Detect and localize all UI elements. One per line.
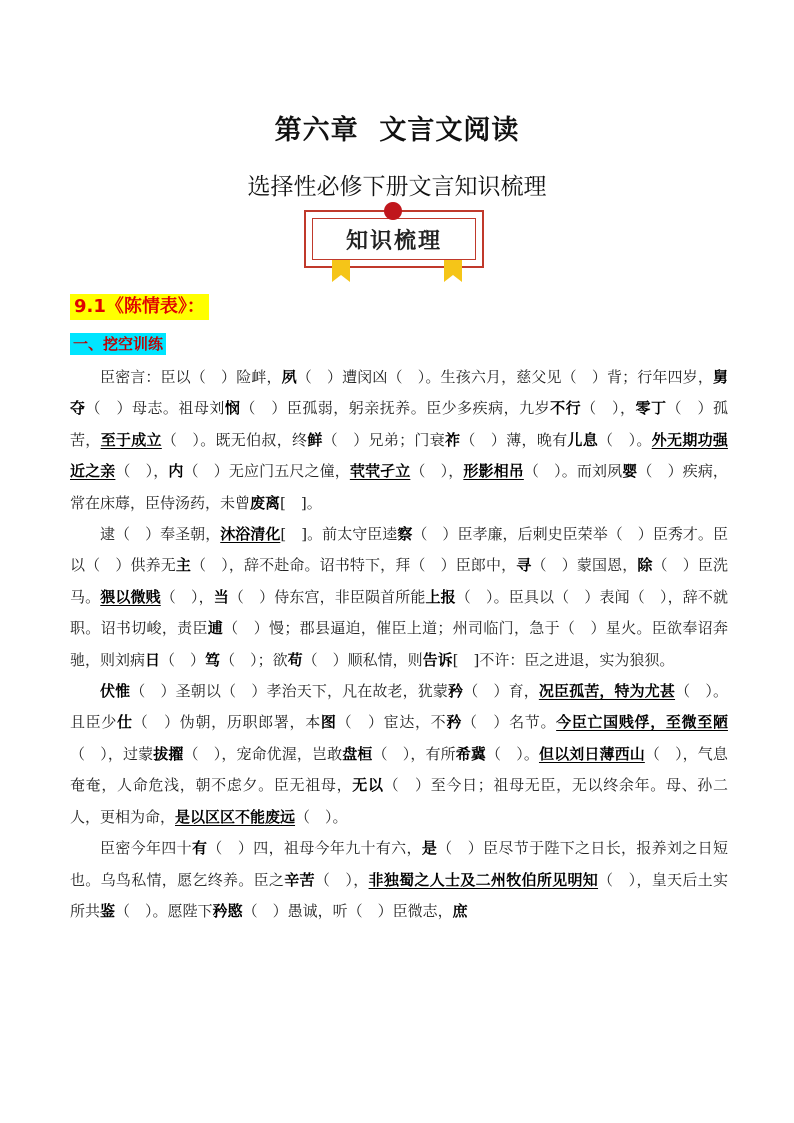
section-title: 9.1《陈情表》：	[70, 294, 209, 320]
passage-text: （ ），皇天后土实所共	[70, 870, 728, 920]
badge-inner-frame	[312, 218, 476, 260]
keyword-text: 至于成立	[100, 430, 162, 449]
passage-text: （ ）臣孤弱，躬亲抚养。臣少多疾病，九岁	[240, 399, 551, 418]
ribbon-right-icon	[444, 260, 462, 282]
passage-paragraph	[70, 676, 728, 833]
keyword-text: 鉴	[100, 901, 116, 920]
document-subtitle: 选择性必修下册文言知识梳理	[247, 174, 547, 200]
keyword-text: 图	[320, 713, 337, 732]
passage-text: （ ）孤苦，	[70, 399, 728, 449]
passage-text: 臣密言：臣以（ ）险衅，	[100, 368, 282, 386]
keyword-text: 夙	[281, 368, 297, 386]
passage-text: （ ），	[410, 462, 464, 481]
passage-text: （ ）侍东宫，非臣陨首所能	[228, 587, 426, 606]
keyword-text: 茕茕孑立	[349, 462, 411, 481]
keyword-text: 悯	[224, 399, 241, 418]
passage-text: （ ），过蒙	[70, 744, 154, 763]
keyword-text: 废离	[250, 493, 281, 512]
passage-text: （ ），气息奄奄，人命危浅，朝不虑夕。臣无祖母，	[70, 744, 728, 795]
keyword-text: 仕	[117, 713, 133, 732]
passage-paragraph	[70, 362, 728, 519]
passage-text: （ ）名节。	[462, 713, 557, 732]
keyword-text: 无以	[352, 776, 384, 795]
passage-text: （ ）；欲	[220, 650, 288, 669]
keyword-text: 形影相吊	[463, 462, 524, 481]
keyword-text: 非独蜀之人士及二州牧伯所见明知	[368, 870, 599, 889]
passage-text: （ ）伪朝，历职郎署，本	[132, 713, 321, 732]
passage-text: [ ]不许：臣之进退，实为狼狈。	[452, 650, 675, 669]
passage-text: （ ）育，	[463, 682, 539, 701]
passage-text: （ ）遭闵凶（ ）。生孩六月，慈父见（ ）背；行年四岁，	[296, 368, 713, 386]
keyword-text: 是	[421, 839, 438, 858]
keyword-text: 笃	[205, 650, 221, 669]
passage-text: （ ）慢；郡县逼迫，催臣上道；州司临门，急于（ ）星火。臣欲奉诏奔驰，则刘病	[70, 619, 728, 669]
passage-text: （ ）圣朝以（ ）孝治天下，凡在故老，犹蒙	[130, 682, 449, 701]
passage-text: （ ）顺私情，则	[302, 650, 423, 669]
passage-text: （ ）四，祖母今年九十有六，	[207, 839, 422, 858]
passage-text: [ ]。前太守臣逵	[280, 525, 398, 544]
keyword-text: 当	[213, 587, 229, 606]
passage-text: （ ），辞不赴命。诏书特下，拜（ ）臣郎中，	[191, 556, 517, 575]
keyword-text: 不行	[550, 399, 582, 418]
red-dot-icon	[384, 202, 402, 220]
keyword-text: 况臣孤苦，特为尤甚	[538, 682, 676, 701]
passage-text: （ ）。	[598, 430, 652, 449]
keyword-text: 祚	[445, 430, 461, 449]
passage-text: （ ）无应门五尺之僮，	[183, 462, 350, 481]
keyword-text: 沐浴清化	[220, 525, 281, 544]
passage-text: （ ）至今日；祖母无臣，无以终余年。母、孙二人，更相为命，	[70, 776, 728, 826]
badge-label: 知识梳理	[345, 228, 442, 254]
passage-body	[70, 362, 728, 927]
ribbon-left-icon	[332, 260, 350, 282]
keyword-text: 婴	[622, 462, 638, 481]
chapter-title: 第六章 文言文阅读	[274, 115, 520, 146]
passage-text: （ ）。愿陛下	[115, 901, 213, 920]
passage-text: （ ）臣孝廉，后刺史臣荣举（ ）臣秀才。臣以（ ）供养无	[70, 525, 728, 575]
passage-text: （ ）	[160, 650, 206, 669]
keyword-text: 今臣亡国贱俘，至微至陋	[556, 713, 728, 732]
keyword-text: 内	[168, 462, 184, 481]
keyword-text: 猥以微贱	[100, 587, 161, 606]
passage-text: 臣密今年四十	[100, 839, 192, 858]
keyword-text: 舅夺	[70, 368, 728, 418]
passage-text: （ ）宦达，不	[336, 713, 447, 732]
passage-text: （ ），宠命优渥，岂敢	[183, 744, 343, 763]
keyword-text: 有	[191, 839, 208, 858]
keyword-text: 矜	[446, 713, 463, 732]
passage-text: （ ）愚诚，听（ ）臣微志，	[242, 901, 453, 920]
keyword-text: 零丁	[635, 399, 667, 418]
passage-text: （ ）疾病，常在床蓐，臣侍汤药，未曾	[70, 462, 728, 512]
passage-text: （ ）。且臣少	[70, 682, 728, 732]
passage-text: （ ），	[314, 870, 369, 889]
knowledge-badge	[304, 200, 488, 280]
keyword-text: 但以刘日薄西山	[538, 744, 645, 763]
keyword-text: 庶	[452, 901, 468, 920]
passage-text: （ ）。	[295, 807, 348, 826]
passage-text: （ ），	[581, 399, 636, 418]
passage-text: （ ）臣尽节于陛下之日长，报养刘之日短也。乌鸟私情，愿乞终养。臣之	[70, 839, 728, 889]
passage-text: （ ），	[115, 462, 169, 481]
passage-text: （ ），有所	[372, 744, 456, 763]
keyword-text: 逋	[207, 619, 224, 638]
keyword-text: 拔擢	[153, 744, 184, 763]
keyword-text: 伏惟	[100, 682, 131, 701]
passage-text: （ ），	[160, 587, 214, 606]
passage-text: （ ）。	[486, 744, 539, 763]
subsection-title: 一、挖空训练	[70, 333, 166, 355]
passage-text: （ ）。而刘夙	[523, 462, 623, 481]
passage-text: （ ）薄，晚有	[460, 430, 568, 449]
keyword-text: 外无期功强近之亲	[70, 430, 728, 481]
passage-paragraph	[70, 519, 728, 676]
keyword-text: 盘桓	[342, 744, 373, 763]
keyword-text: 告诉	[422, 650, 453, 669]
keyword-text: 上报	[425, 587, 456, 606]
keyword-text: 主	[175, 556, 192, 575]
passage-text: （ ）臣洗马。	[70, 556, 728, 606]
keyword-text: 寻	[516, 556, 532, 575]
keyword-text: 辛苦	[284, 870, 315, 889]
keyword-text: 希冀	[455, 744, 486, 763]
keyword-text: 除	[637, 556, 653, 575]
keyword-text: 鲜	[307, 430, 323, 449]
passage-paragraph	[70, 833, 728, 927]
passage-text: [ ]。	[280, 493, 322, 512]
passage-text: （ ）兄弟；门衰	[322, 430, 446, 449]
keyword-text: 日	[145, 650, 161, 669]
keyword-text: 儿息	[567, 430, 599, 449]
keyword-text: 察	[397, 525, 413, 544]
keyword-text: 是以区区不能废远	[175, 807, 296, 826]
keyword-text: 矜愍	[212, 901, 243, 920]
keyword-text: 苟	[287, 650, 303, 669]
passage-text: （ ）蒙国恩，	[531, 556, 638, 575]
keyword-text: 矜	[448, 682, 464, 701]
passage-text: 逮（ ）奉圣朝，	[100, 525, 221, 544]
passage-text: （ ）。既无伯叔，终	[161, 430, 308, 449]
passage-text: （ ）母志。祖母刘	[85, 399, 225, 418]
passage-text: （ ）。臣具以（ ）表闻（ ），辞不就职。诏书切峻，责臣	[70, 587, 728, 638]
